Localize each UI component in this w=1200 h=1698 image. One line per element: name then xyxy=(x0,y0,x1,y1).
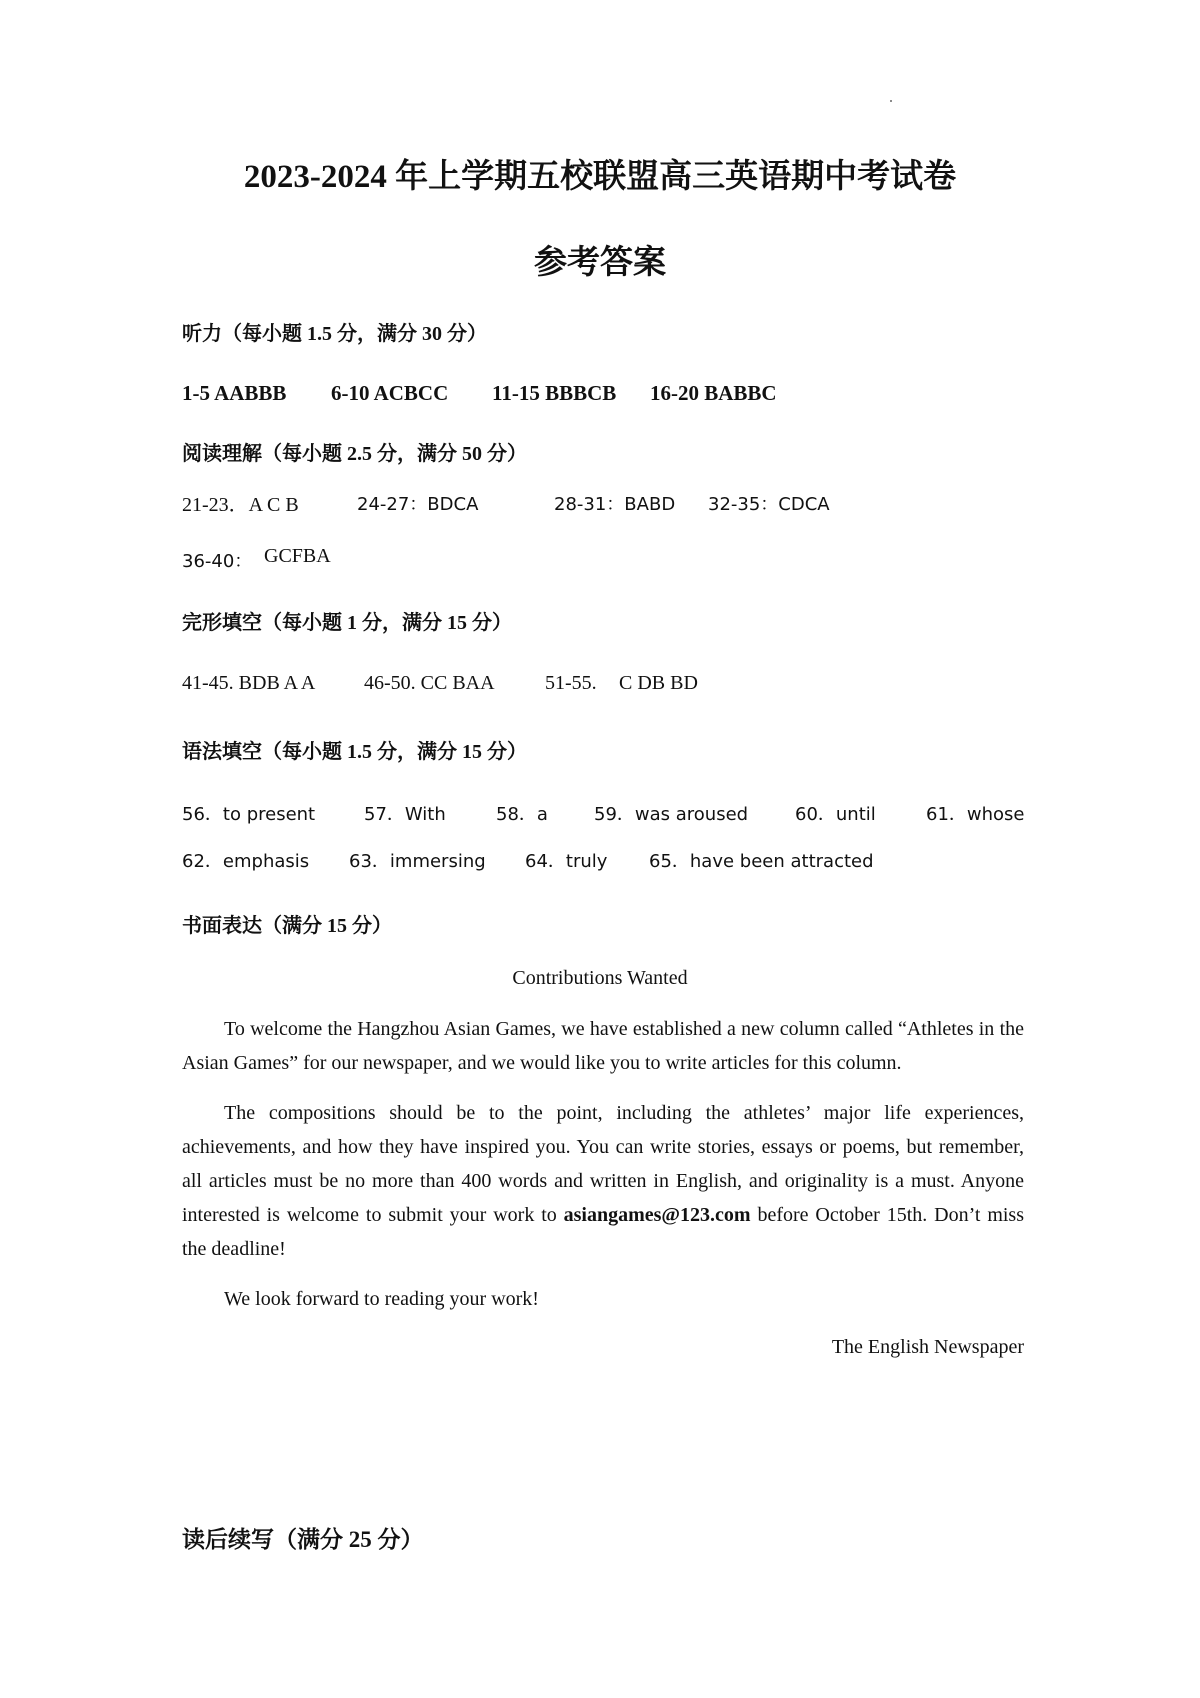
grammar-answer: 57．With xyxy=(364,804,446,825)
grammar-answer: 64．truly xyxy=(525,851,608,872)
page-title: 2023-2024 年上学期五校联盟高三英语期中考试卷 xyxy=(243,159,957,195)
essay-paragraph-2-text: The compositions should be to the point, including the athletes’ major life experiences, achievements, and how they have inspired you. You can write stories, essays or poems, but remember, all articles must be no more than 400 words and written in English, and originality is a must. Anyone interested is welcome to submit your work to xyxy=(182,1102,1024,1226)
listening-heading: 听力（每小题 1.5 分，满分 30 分） xyxy=(182,323,487,345)
essay-paragraph-2-tail: before October 15th. Don’t miss the deadline! xyxy=(182,1204,1024,1260)
listening-answer-group: 11-15 BBBCB xyxy=(492,381,617,405)
reading-answer-group: 24-27：BDCA xyxy=(357,494,479,515)
grammar-answer: 62．emphasis xyxy=(182,851,310,872)
essay-signature: The English Newspaper xyxy=(831,1336,1024,1358)
cloze-heading: 完形填空（每小题 1 分，满分 15 分） xyxy=(182,612,512,634)
grammar-answer: 58．a xyxy=(496,804,548,825)
grammar-answer: 56．to present xyxy=(182,804,316,825)
scan-speck xyxy=(890,100,892,102)
page-subtitle: 参考答案 xyxy=(534,245,666,281)
listening-answer-group: 16-20 BABBC xyxy=(650,381,777,405)
continuation-heading: 读后续写（满分 25 分） xyxy=(182,1527,424,1552)
essay-paragraph-2 xyxy=(182,1096,1024,1266)
email-address: asiangames@123.com xyxy=(563,1204,751,1226)
reading-answer-group: 32-35：CDCA xyxy=(708,494,830,515)
cloze-answer-group: 46-50. CC BAA xyxy=(364,672,495,694)
grammar-answer: 61．whose xyxy=(926,804,1025,825)
essay-paragraph-3: We look forward to reading your work! xyxy=(224,1288,539,1310)
reading-answer-group: 28-31：BABD xyxy=(554,494,676,515)
listening-answer-group: 6-10 ACBCC xyxy=(331,381,449,405)
reading-answer-group: 21-23．A C B xyxy=(182,494,299,516)
writing-heading: 书面表达（满分 15 分） xyxy=(182,915,392,937)
essay-title: Contributions Wanted xyxy=(512,967,688,989)
reading-answer-label: 36-40： xyxy=(182,551,253,572)
grammar-answer: 60．until xyxy=(795,804,876,825)
reading-answer-group: GCFBA xyxy=(264,545,331,567)
cloze-answer-group: 51-55. xyxy=(545,672,597,694)
grammar-answer: 63．immersing xyxy=(349,851,486,872)
cloze-answer-group: 41-45. BDB A A xyxy=(182,672,316,694)
listening-answer-group: 1-5 AABBB xyxy=(182,381,287,405)
cloze-answer-group: C DB BD xyxy=(619,672,698,694)
grammar-answer: 59．was aroused xyxy=(594,804,749,825)
reading-heading: 阅读理解（每小题 2.5 分，满分 50 分） xyxy=(182,443,527,465)
essay-paragraph-1: To welcome the Hangzhou Asian Games, we have established a new column called “Athletes in the Asian Games” for our newspaper, and we would like you to write articles for this column. xyxy=(182,1018,1024,1074)
grammar-answer: 65．have been attracted xyxy=(649,851,874,872)
grammar-heading: 语法填空（每小题 1.5 分，满分 15 分） xyxy=(182,741,527,763)
